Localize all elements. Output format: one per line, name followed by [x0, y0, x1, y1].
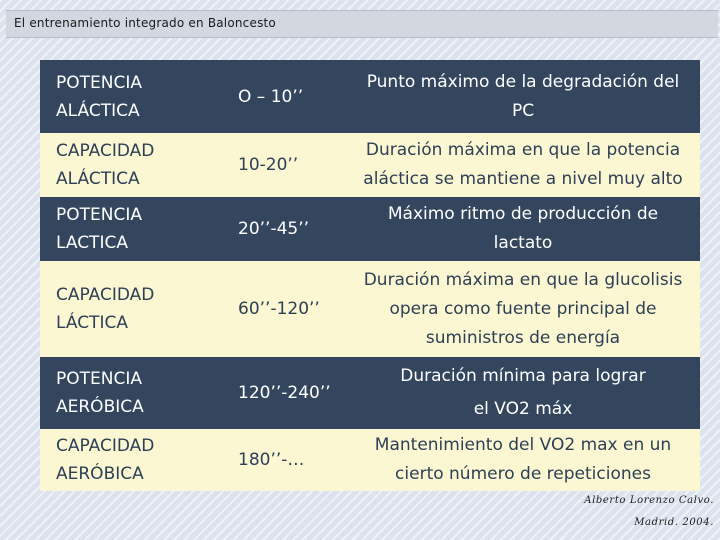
page-title: El entrenamiento integrado en Baloncesto	[14, 16, 276, 30]
row-description-line: aláctica se mantiene a nivel muy alto	[363, 169, 683, 189]
credits-place-date: Madrid. 2004.	[634, 517, 714, 528]
row-description-line: Duración máxima en que la glucolisis	[363, 269, 683, 290]
row-name	[40, 432, 218, 488]
table-row	[40, 197, 700, 261]
table-row	[40, 429, 700, 491]
table-row	[40, 60, 700, 133]
row-time: O – 10’’	[238, 86, 304, 107]
row-description-line: Duración mínima para lograr	[400, 366, 646, 386]
row-time: 20’’-45’’	[238, 219, 310, 239]
row-description-line: Mantenimiento del VO2 max en un	[374, 435, 672, 455]
row-description	[348, 136, 700, 194]
row-name	[40, 137, 218, 193]
row-description-line: Máximo ritmo de producción de	[387, 204, 659, 224]
row-description-line: Duración máxima en que la potencia	[365, 140, 681, 160]
row-time: 120’’-240’’	[238, 383, 331, 403]
row-description	[348, 200, 700, 258]
row-description-line: lactato	[493, 233, 553, 253]
row-name-line: CAPACIDAD	[56, 436, 155, 456]
row-time: 10-20’’	[238, 155, 299, 175]
row-name-line: POTENCIA	[56, 72, 142, 93]
table-row	[40, 357, 700, 429]
row-name-line: ALÁCTICA	[56, 100, 140, 121]
row-name	[40, 201, 218, 257]
table-row	[40, 133, 700, 197]
row-name-line: POTENCIA	[56, 205, 142, 225]
row-description	[348, 431, 700, 489]
row-name	[40, 69, 218, 125]
row-name-line: LÁCTICA	[56, 313, 128, 333]
row-description-line: PC	[511, 100, 535, 121]
row-name-line: POTENCIA	[56, 369, 142, 389]
row-time: 180’’-…	[238, 450, 305, 470]
row-name-line: AERÓBICA	[56, 397, 144, 417]
row-description-line: cierto número de repeticiones	[395, 464, 651, 484]
row-name-line: CAPACIDAD	[56, 285, 155, 305]
row-name	[40, 281, 218, 337]
row-description-line: el VO2 máx	[473, 399, 573, 419]
energy-systems-table	[40, 60, 700, 491]
row-description-line: opera como fuente principal de	[389, 298, 657, 319]
row-name-line: CAPACIDAD	[56, 141, 155, 161]
row-description-line: Punto máximo de la degradación del	[366, 71, 680, 92]
row-name-line: ALÁCTICA	[56, 169, 140, 189]
row-name-line: AERÓBICA	[56, 464, 144, 484]
row-name-line: LACTICA	[56, 233, 128, 253]
header-bar	[6, 10, 718, 38]
credits	[584, 490, 714, 534]
row-description-line: suministros de energía	[425, 327, 621, 348]
row-time: 60’’-120’’	[238, 299, 320, 319]
table-row	[40, 261, 700, 357]
row-description	[348, 266, 700, 353]
row-name	[40, 365, 218, 421]
credits-author: Alberto Lorenzo Calvo.	[584, 495, 714, 506]
row-description	[348, 362, 700, 424]
row-description	[348, 68, 700, 126]
